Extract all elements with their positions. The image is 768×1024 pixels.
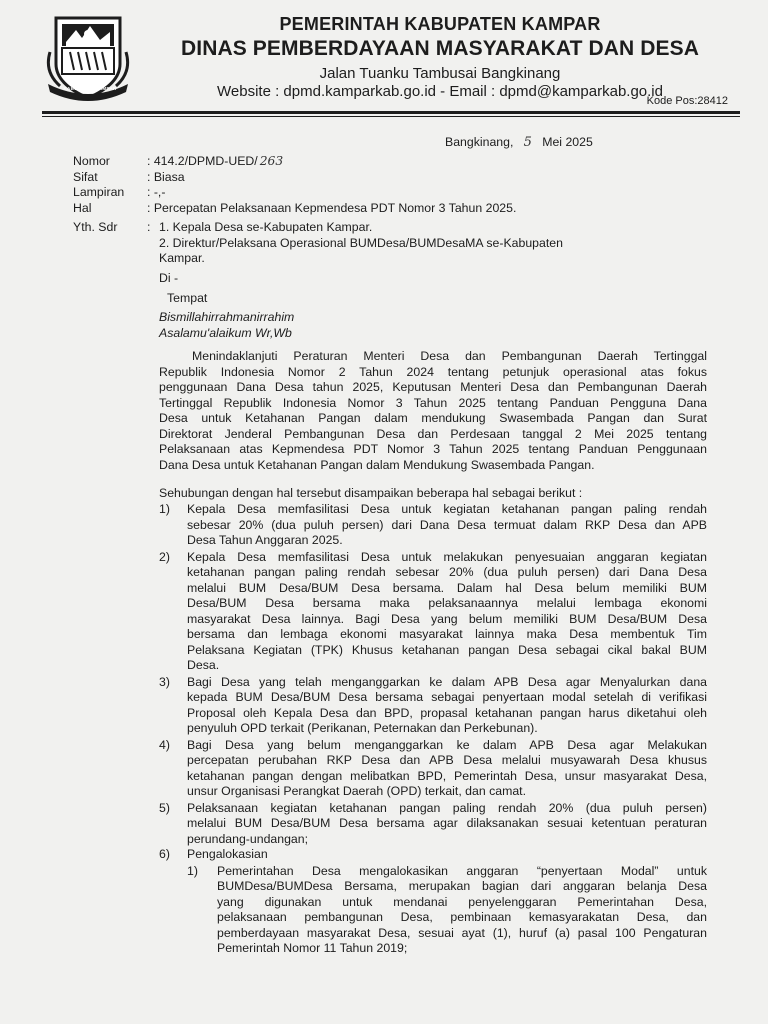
item-line: masyarakat Desa lainnya. Bagi Desa yang belum memiliki BUM Desa/BUM Desa	[187, 611, 707, 626]
government-name: PEMERINTAH KABUPATEN KAMPAR	[279, 14, 601, 34]
item-line: Bagi Desa yang telah menganggarkan ke dalam APB Desa agar Menyalurkan dana	[187, 674, 707, 689]
item-line: perundang-undangan;	[187, 831, 309, 846]
paragraph-line: Menindaklanjuti Peraturan Menteri Desa dan Pembangunan Daerah Tertinggal	[192, 349, 707, 363]
item-line: Kepala Desa memfasilitasi Desa untuk melakukan penyesuaian anggaran kegiatan	[187, 549, 707, 564]
item-line: Desa Tahun Anggaran 2025.	[187, 533, 343, 547]
item-number: 1)	[159, 502, 170, 516]
agency-contact: Website : dpmd.kamparkab.go.id - Email : dpmd@kamparkab.go.id	[217, 83, 663, 100]
paragraph-line: Desa untuk Ketahanan Pangan dalam mendukung Swasembada Pangan dan Surat	[159, 411, 707, 425]
paragraph-line: Dana Desa untuk Ketahanan Pangan dalam Mendukung Swasembada Pangan.	[159, 457, 595, 472]
item-line: Pengalokasian	[187, 847, 268, 861]
letter-meta	[73, 154, 516, 216]
sub-list-item	[187, 864, 707, 957]
subitem-line: pelaksanaan pembangunan Desa, pembinaan kemasyarakatan Desa, dan	[217, 910, 707, 924]
letter-date	[445, 135, 593, 151]
paragraph-line: Direktorat Jenderal Pembangunan Desa dan Perdesaan tanggal 2 Mei 2025 tentang	[159, 426, 707, 441]
recipients-list	[159, 220, 563, 307]
item-number: 2)	[159, 549, 170, 564]
item-number: 5)	[159, 800, 170, 815]
item-line: Pelaksanaan kegiatan ketahanan pangan paling rendah 20% (dua puluh persen)	[187, 800, 707, 815]
recipients-colon: :	[147, 220, 151, 234]
paragraph-line: penggunaan Dana Desa tahun 2025, Keputusan Menteri Desa dan Pembangunan Daerah	[159, 380, 707, 394]
lampiran-value: : -,-	[147, 185, 166, 199]
item-line: Pelaksana Kegiatan (TPK) Khusus ketahanan pangan Desa sebagai cikal bakal BUM	[187, 642, 707, 657]
list-item	[159, 502, 707, 549]
paragraph-line: Tertinggal Republik Indonesia Nomor 3 Tahun 2025 tentang Panduan Pengguna Dana	[159, 395, 707, 410]
emblem-banner-text: KABUPATEN KAMPAR	[63, 86, 117, 91]
date-day-handwritten: 5	[523, 135, 532, 150]
points-list	[159, 502, 707, 957]
subitem-line: yang digunakan untuk mendanai penyelenggaran Pemerintahan Desa,	[217, 894, 707, 909]
list-item	[159, 738, 707, 800]
bismillah: Bismillahirrahmanirrahim	[159, 310, 295, 324]
item-number: 4)	[159, 737, 170, 752]
item-line: sebesar 20% (dua puluh persen) dari Dana Desa termuat dalam RKP Desa dan APB	[187, 517, 707, 532]
item-line: ketahanan pangan paling rendah sebesar 20% (dua puluh persen) dari Dana Desa	[187, 565, 707, 579]
lampiran-label: Lampiran	[73, 185, 125, 199]
hal-label: Hal	[73, 200, 92, 215]
item-line: Desa/BUM Desa bersama maka pelaksanaannya melalui lembaga ekonomi	[187, 596, 707, 610]
subitem-line: pemberdayaan masyarakat Desa, sesuai ayat (1), huruf (a) pasal 100 Pengaturan	[217, 925, 707, 940]
header-rule-thick	[42, 111, 740, 114]
date-month-year: Mei 2025	[542, 135, 593, 149]
list-item	[159, 801, 707, 848]
postal-code: Kode Pos:28412	[646, 95, 728, 107]
di-label: Di -	[159, 270, 179, 285]
item-line: Proposal oleh Kepala Desa dan BPD, propasal ketahanan pangan harus diketahui oleh	[187, 705, 707, 720]
recipient-1: 1. Kepala Desa se-Kabupaten Kampar.	[159, 220, 373, 234]
item-line: melalui BUM Desa/BUM Desa bersama agar dilaksanakan sesuai ketentuan peraturan	[187, 816, 707, 830]
list-item	[159, 675, 707, 737]
tempat-label: Tempat	[167, 291, 208, 305]
list-item	[159, 847, 707, 957]
item-line: Bagi Desa yang belum menganggarkan ke dalam APB Desa agar Melakukan	[187, 737, 707, 752]
item-line: bersama dan lembaga ekonomi masyarakat lainnya maka Desa membentuk Tim	[187, 627, 707, 641]
item-line: melalui BUM Desa/BUM Desa bersama. Dalam hal Desa belum memiliki BUM	[187, 580, 707, 595]
nomor-value: : 414.2/DPMD-UED/	[147, 154, 258, 168]
item-line: penyuluh OPD terkait (Perikanan, Peternakan dan Perkebunan).	[187, 721, 538, 735]
paragraph-line: Republik Indonesia Nomor 2 Tahun 2024 tentang petunjuk operasional atas fokus	[159, 364, 707, 379]
opening-paragraph	[159, 349, 707, 473]
agency-address: Jalan Tuanku Tambusai Bangkinang	[319, 65, 561, 82]
sifat-label: Sifat	[73, 169, 98, 184]
list-item	[159, 550, 707, 674]
nomor-handwritten: 263	[259, 154, 284, 168]
subitem-line: Pemerintah Nomor 11 Tahun 2019;	[217, 941, 408, 955]
item-number: 6)	[159, 847, 170, 861]
recipient-2: 2. Direktur/Pelaksana Operasional BUMDesa/BUMDesaMA se-Kabupaten	[159, 235, 563, 250]
points-intro: Sehubungan dengan hal tersebut disampaikan beberapa hal sebagai berikut :	[159, 486, 583, 500]
date-place: Bangkinang,	[445, 135, 514, 149]
item-line: kepada BUM Desa/BUM Desa bersama sebagai penyertaan modal setelah di verifikasi	[187, 690, 707, 704]
recipient-2-cont: Kampar.	[159, 251, 205, 265]
subitem-line: BUMDesa/BUMDesa Bersama, merupakan bagian dari anggaran belanja Desa	[217, 879, 707, 893]
salam: Asalamu'alaikum Wr,Wb	[159, 325, 292, 340]
letterhead	[120, 12, 760, 100]
recipients-label: Yth. Sdr	[73, 220, 118, 234]
header-rule-thin	[42, 116, 740, 117]
item-line: unsur Organisasi Perangkat Daerah (OPD) terkait, dan camat.	[187, 784, 526, 798]
item-number: 3)	[159, 674, 170, 689]
agency-name: DINAS PEMBERDAYAAN MASYARAKAT DAN DESA	[181, 37, 699, 60]
item-line: percepatan perubahan RKP Desa dan APB Desa melalui musyawarah Desa khusus	[187, 753, 707, 767]
item-line: Kepala Desa memfasilitasi Desa untuk kegiatan ketahanan pangan paling rendah	[187, 502, 707, 516]
nomor-label: Nomor	[73, 154, 110, 168]
item-line: ketahanan pangan dengan melibatkan BPD, Pemerintah Desa, unsur masyarakat Desa,	[187, 768, 707, 783]
paragraph-line: Pelaksanaan atas Kepmendesa PDT Nomor 3 Tahun 2025 tentang Panduan Penggunaan	[159, 442, 707, 456]
greeting	[159, 310, 294, 341]
subitem-line: Pemerintahan Desa mengalokasikan anggaran “penyertaan Modal” untuk	[217, 863, 707, 878]
item-line: Desa.	[187, 658, 220, 672]
subitem-number: 1)	[187, 863, 198, 878]
hal-value: : Percepatan Pelaksanaan Kepmendesa PDT Nomor 3 Tahun 2025.	[147, 200, 517, 215]
sifat-value: : Biasa	[147, 169, 185, 184]
